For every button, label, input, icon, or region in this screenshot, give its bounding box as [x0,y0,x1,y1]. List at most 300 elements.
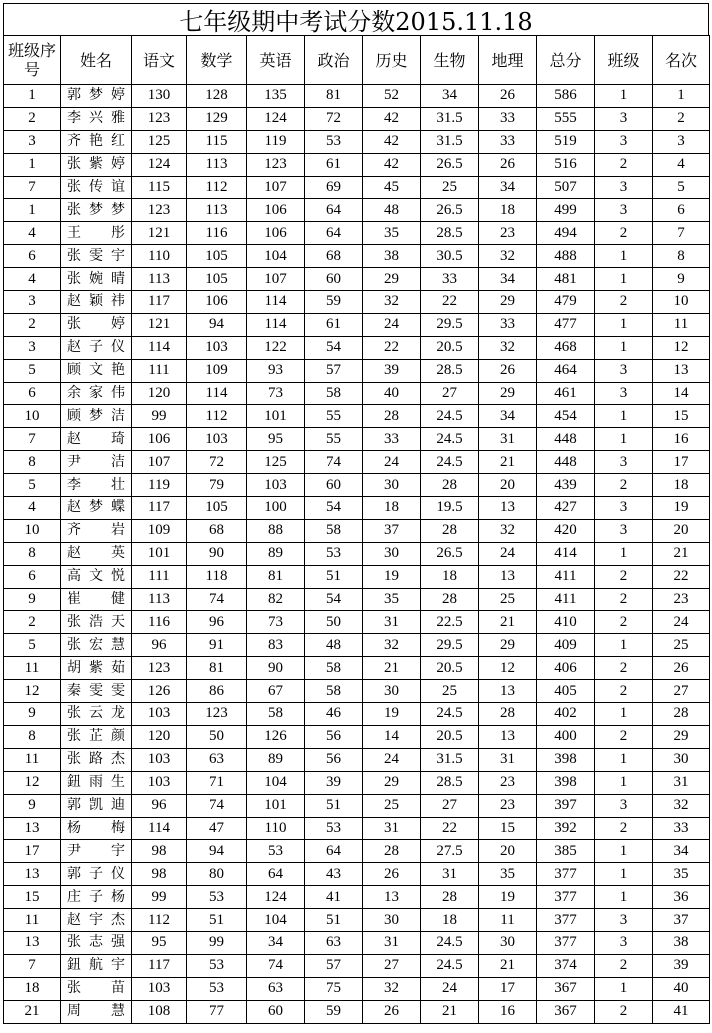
class-cell: 1 [595,863,653,886]
total-cell: 397 [537,794,595,817]
total-cell: 409 [537,634,595,657]
total-cell: 392 [537,817,595,840]
class-seq-cell: 13 [4,817,61,840]
class-seq-cell: 11 [4,748,61,771]
chinese-cell: 95 [132,931,187,954]
table-row [4,977,710,1000]
chinese-cell: 103 [132,771,187,794]
table-row [4,451,710,474]
english-cell: 67 [247,680,305,703]
history-cell: 28 [363,840,421,863]
politics-cell: 53 [305,542,363,565]
table-row [4,336,710,359]
history-cell: 31 [363,931,421,954]
history-cell: 30 [363,474,421,497]
class-cell: 3 [595,107,653,130]
total-header: 总分 [537,36,595,85]
biology-cell: 28 [421,886,479,909]
politics-cell: 61 [305,153,363,176]
total-cell: 420 [537,519,595,542]
table-row [4,405,710,428]
biology-cell: 24 [421,977,479,1000]
name-cell: 庄子杨 [61,886,132,909]
total-cell: 414 [537,542,595,565]
history-cell: 26 [363,1000,421,1023]
math-cell: 77 [187,1000,247,1023]
class-cell: 3 [595,176,653,199]
class-cell: 1 [595,268,653,291]
class-seq-cell: 11 [4,657,61,680]
class-cell: 2 [595,817,653,840]
total-cell: 481 [537,268,595,291]
chinese-cell: 111 [132,359,187,382]
politics-header: 政治 [305,36,363,85]
table-row [4,497,710,520]
biology-cell: 28 [421,519,479,542]
rank-cell: 37 [653,909,710,932]
politics-cell: 54 [305,588,363,611]
politics-cell: 50 [305,611,363,634]
class-cell: 3 [595,359,653,382]
math-cell: 68 [187,519,247,542]
math-cell: 74 [187,794,247,817]
name-cell: 张传谊 [61,176,132,199]
rank-cell: 12 [653,336,710,359]
english-cell: 90 [247,657,305,680]
english-cell: 81 [247,565,305,588]
class-seq-cell: 1 [4,85,61,108]
name-cell: 周 慧 [61,1000,132,1023]
rank-cell: 28 [653,703,710,726]
math-cell: 81 [187,657,247,680]
class-seq-cell: 5 [4,359,61,382]
biology-cell: 24.5 [421,703,479,726]
rank-cell: 10 [653,291,710,314]
geography-cell: 32 [479,245,537,268]
rank-cell: 35 [653,863,710,886]
history-cell: 18 [363,497,421,520]
math-cell: 116 [187,222,247,245]
class-seq-cell: 9 [4,588,61,611]
english-cell: 110 [247,817,305,840]
math-cell: 129 [187,107,247,130]
english-cell: 95 [247,428,305,451]
politics-cell: 48 [305,634,363,657]
rank-cell: 33 [653,817,710,840]
name-cell: 郭凯迪 [61,794,132,817]
total-cell: 479 [537,291,595,314]
geography-cell: 28 [479,703,537,726]
name-cell: 鈕雨生 [61,771,132,794]
total-cell: 398 [537,771,595,794]
total-cell: 516 [537,153,595,176]
biology-cell: 20.5 [421,725,479,748]
politics-cell: 46 [305,703,363,726]
math-cell: 53 [187,954,247,977]
table-row [4,794,710,817]
rank-cell: 32 [653,794,710,817]
rank-cell: 17 [653,451,710,474]
chinese-cell: 123 [132,199,187,222]
total-cell: 468 [537,336,595,359]
total-cell: 385 [537,840,595,863]
geography-cell: 13 [479,725,537,748]
politics-cell: 54 [305,336,363,359]
history-cell: 48 [363,199,421,222]
geography-header: 地理 [479,36,537,85]
english-cell: 119 [247,130,305,153]
english-cell: 101 [247,405,305,428]
total-cell: 461 [537,382,595,405]
history-cell: 29 [363,771,421,794]
sheet-title: 七年级期中考试分数2015.11.18 [3,3,709,35]
table-row [4,176,710,199]
english-cell: 126 [247,725,305,748]
total-cell: 519 [537,130,595,153]
class-seq-cell: 11 [4,909,61,932]
chinese-cell: 115 [132,176,187,199]
name-cell: 张浩天 [61,611,132,634]
english-header: 英语 [247,36,305,85]
table-row [4,771,710,794]
politics-cell: 55 [305,405,363,428]
biology-cell: 20.5 [421,657,479,680]
geography-cell: 21 [479,451,537,474]
politics-cell: 43 [305,863,363,886]
geography-cell: 34 [479,405,537,428]
total-cell: 448 [537,428,595,451]
table-row [4,748,710,771]
class-seq-cell: 5 [4,634,61,657]
english-cell: 83 [247,634,305,657]
english-cell: 73 [247,611,305,634]
history-header: 历史 [363,36,421,85]
english-cell: 103 [247,474,305,497]
name-cell: 尹 宇 [61,840,132,863]
name-cell: 赵梦蝶 [61,497,132,520]
class-cell: 2 [595,153,653,176]
politics-cell: 64 [305,840,363,863]
class-header: 班级 [595,36,653,85]
rank-cell: 41 [653,1000,710,1023]
rank-cell: 19 [653,497,710,520]
history-cell: 30 [363,909,421,932]
geography-cell: 32 [479,336,537,359]
class-cell: 1 [595,85,653,108]
chinese-cell: 119 [132,474,187,497]
rank-cell: 24 [653,611,710,634]
english-cell: 106 [247,222,305,245]
chinese-cell: 96 [132,794,187,817]
table-row [4,474,710,497]
table-row [4,199,710,222]
class-seq-cell: 9 [4,794,61,817]
class-seq-cell: 3 [4,130,61,153]
chinese-cell: 114 [132,817,187,840]
rank-cell: 11 [653,313,710,336]
math-cell: 118 [187,565,247,588]
table-row [4,153,710,176]
rank-cell: 23 [653,588,710,611]
class-cell: 3 [595,909,653,932]
class-cell: 1 [595,405,653,428]
total-cell: 507 [537,176,595,199]
history-cell: 27 [363,954,421,977]
name-cell: 赵颖祎 [61,291,132,314]
rank-cell: 31 [653,771,710,794]
math-cell: 114 [187,382,247,405]
total-cell: 374 [537,954,595,977]
geography-cell: 35 [479,863,537,886]
politics-cell: 60 [305,474,363,497]
total-cell: 439 [537,474,595,497]
table-row [4,931,710,954]
class-seq-cell: 6 [4,245,61,268]
history-cell: 26 [363,863,421,886]
history-cell: 30 [363,542,421,565]
history-cell: 22 [363,336,421,359]
table-row [4,680,710,703]
class-seq-cell: 4 [4,268,61,291]
biology-cell: 33 [421,268,479,291]
math-cell: 128 [187,85,247,108]
english-cell: 100 [247,497,305,520]
table-row [4,428,710,451]
politics-cell: 74 [305,451,363,474]
geography-cell: 13 [479,680,537,703]
table-row [4,245,710,268]
english-cell: 58 [247,703,305,726]
biology-cell: 18 [421,565,479,588]
chinese-cell: 110 [132,245,187,268]
english-cell: 114 [247,313,305,336]
biology-cell: 28.5 [421,359,479,382]
biology-header: 生物 [421,36,479,85]
total-cell: 377 [537,863,595,886]
class-seq-cell: 4 [4,222,61,245]
table-row [4,359,710,382]
math-cell: 74 [187,588,247,611]
table-row [4,817,710,840]
name-cell: 张宏慧 [61,634,132,657]
politics-cell: 56 [305,748,363,771]
total-cell: 367 [537,977,595,1000]
math-cell: 105 [187,245,247,268]
class-seq-cell: 10 [4,405,61,428]
name-cell: 赵 英 [61,542,132,565]
rank-cell: 30 [653,748,710,771]
name-cell: 齐艳红 [61,130,132,153]
biology-cell: 24.5 [421,451,479,474]
name-cell: 顾文艳 [61,359,132,382]
politics-cell: 54 [305,497,363,520]
class-seq-cell: 13 [4,931,61,954]
chinese-cell: 126 [132,680,187,703]
geography-cell: 26 [479,153,537,176]
history-cell: 42 [363,130,421,153]
name-cell: 郭梦婷 [61,85,132,108]
total-cell: 454 [537,405,595,428]
class-cell: 3 [595,931,653,954]
class-seq-cell: 12 [4,771,61,794]
chinese-cell: 121 [132,222,187,245]
rank-cell: 9 [653,268,710,291]
history-cell: 35 [363,588,421,611]
politics-cell: 75 [305,977,363,1000]
table-row [4,565,710,588]
biology-cell: 24.5 [421,405,479,428]
table-row [4,130,710,153]
chinese-cell: 98 [132,840,187,863]
class-cell: 2 [595,565,653,588]
class-cell: 1 [595,977,653,1000]
total-cell: 477 [537,313,595,336]
geography-cell: 25 [479,588,537,611]
history-cell: 24 [363,451,421,474]
rank-cell: 29 [653,725,710,748]
history-cell: 37 [363,519,421,542]
geography-cell: 29 [479,291,537,314]
name-cell: 胡紫茹 [61,657,132,680]
english-cell: 123 [247,153,305,176]
math-cell: 47 [187,817,247,840]
name-cell: 高文悦 [61,565,132,588]
history-cell: 32 [363,291,421,314]
english-cell: 89 [247,748,305,771]
class-cell: 3 [595,382,653,405]
geography-cell: 13 [479,565,537,588]
english-cell: 107 [247,176,305,199]
politics-cell: 53 [305,817,363,840]
chinese-cell: 96 [132,634,187,657]
math-cell: 96 [187,611,247,634]
rank-cell: 7 [653,222,710,245]
politics-cell: 59 [305,291,363,314]
rank-cell: 13 [653,359,710,382]
chinese-cell: 116 [132,611,187,634]
total-cell: 410 [537,611,595,634]
table-row [4,542,710,565]
geography-cell: 23 [479,771,537,794]
total-cell: 464 [537,359,595,382]
geography-cell: 23 [479,794,537,817]
history-cell: 28 [363,405,421,428]
geography-cell: 23 [479,222,537,245]
biology-cell: 28.5 [421,222,479,245]
table-row [4,840,710,863]
politics-cell: 64 [305,199,363,222]
class-seq-cell: 4 [4,497,61,520]
geography-cell: 32 [479,519,537,542]
name-cell: 张雯宇 [61,245,132,268]
class-cell: 2 [595,1000,653,1023]
math-cell: 113 [187,199,247,222]
rank-cell: 40 [653,977,710,1000]
chinese-cell: 114 [132,336,187,359]
geography-cell: 17 [479,977,537,1000]
rank-cell: 25 [653,634,710,657]
politics-cell: 39 [305,771,363,794]
class-seq-cell: 1 [4,153,61,176]
rank-cell: 20 [653,519,710,542]
class-cell: 2 [595,588,653,611]
rank-cell: 39 [653,954,710,977]
biology-cell: 29.5 [421,634,479,657]
rank-header: 名次 [653,36,710,85]
name-cell: 赵 琦 [61,428,132,451]
geography-cell: 33 [479,107,537,130]
chinese-cell: 120 [132,725,187,748]
table-row [4,634,710,657]
history-cell: 13 [363,886,421,909]
table-row [4,909,710,932]
english-cell: 125 [247,451,305,474]
name-cell: 张 婷 [61,313,132,336]
class-seq-cell: 2 [4,611,61,634]
geography-cell: 33 [479,130,537,153]
biology-cell: 24.5 [421,954,479,977]
total-cell: 398 [537,748,595,771]
politics-cell: 51 [305,794,363,817]
rank-cell: 5 [653,176,710,199]
total-cell: 586 [537,85,595,108]
name-cell: 李兴雅 [61,107,132,130]
politics-cell: 41 [305,886,363,909]
class-cell: 2 [595,222,653,245]
math-cell: 80 [187,863,247,886]
history-cell: 24 [363,313,421,336]
class-cell: 1 [595,771,653,794]
name-cell: 顾梦洁 [61,405,132,428]
english-cell: 64 [247,863,305,886]
math-cell: 112 [187,176,247,199]
math-cell: 123 [187,703,247,726]
total-cell: 406 [537,657,595,680]
total-cell: 494 [537,222,595,245]
english-cell: 88 [247,519,305,542]
geography-cell: 21 [479,611,537,634]
table-row [4,725,710,748]
class-cell: 1 [595,542,653,565]
rank-cell: 22 [653,565,710,588]
english-cell: 82 [247,588,305,611]
biology-cell: 28 [421,474,479,497]
rank-cell: 14 [653,382,710,405]
chinese-cell: 107 [132,451,187,474]
history-cell: 19 [363,703,421,726]
math-cell: 115 [187,130,247,153]
name-cell: 赵子仪 [61,336,132,359]
geography-cell: 20 [479,474,537,497]
table-row [4,382,710,405]
rank-cell: 26 [653,657,710,680]
math-cell: 113 [187,153,247,176]
name-cell: 张志强 [61,931,132,954]
class-cell: 3 [595,497,653,520]
politics-cell: 53 [305,130,363,153]
geography-cell: 12 [479,657,537,680]
politics-cell: 57 [305,954,363,977]
table-row [4,703,710,726]
math-cell: 63 [187,748,247,771]
english-cell: 114 [247,291,305,314]
politics-cell: 58 [305,657,363,680]
history-cell: 40 [363,382,421,405]
math-cell: 94 [187,840,247,863]
name-header: 姓名 [61,36,132,85]
class-cell: 3 [595,794,653,817]
chinese-cell: 123 [132,107,187,130]
